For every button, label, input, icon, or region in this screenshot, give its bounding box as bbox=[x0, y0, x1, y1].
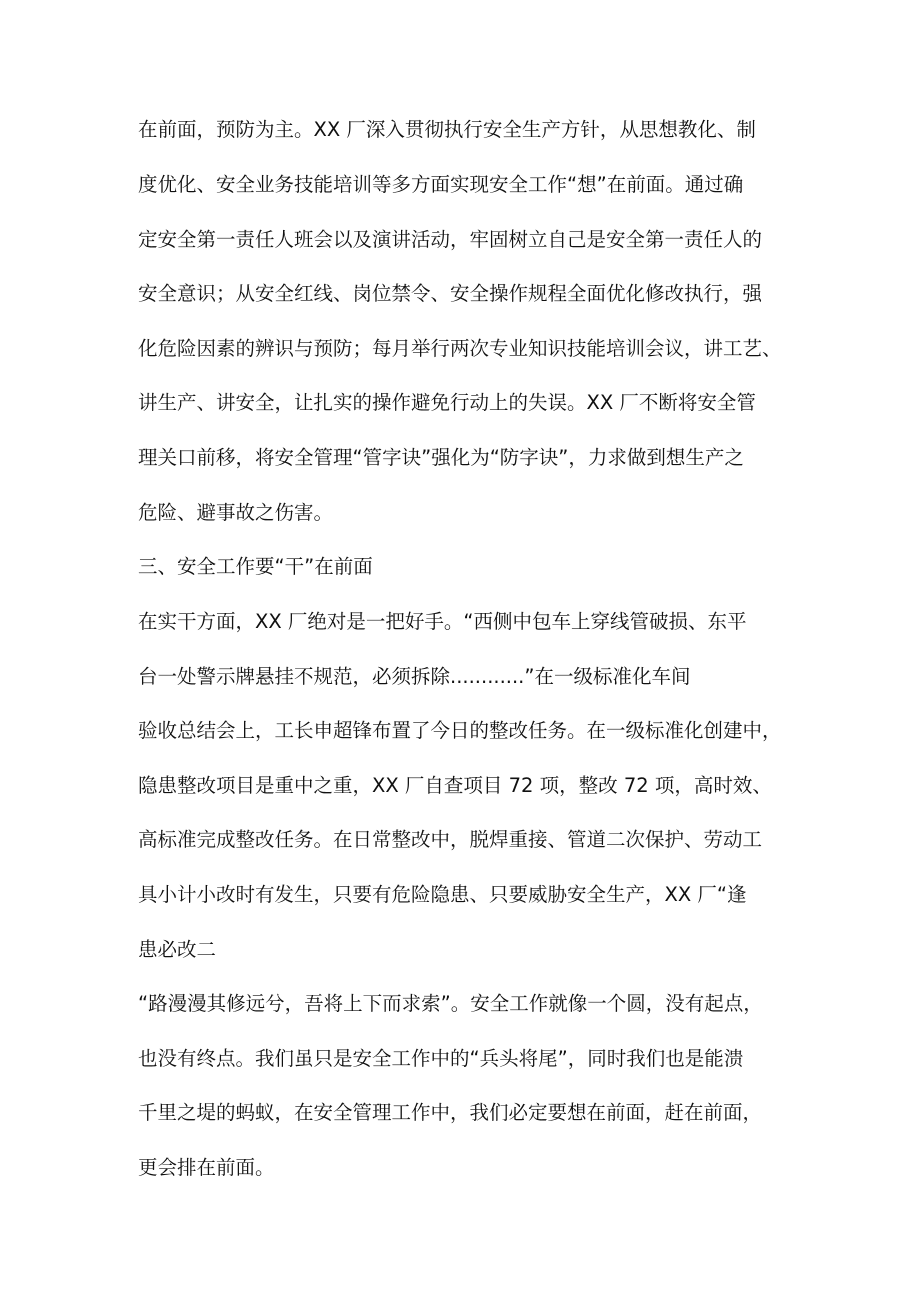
paragraph-line: 也没有终点。我们虽只是安全工作中的“兵头将尾”，同时我们也是能溃 bbox=[138, 1047, 744, 1070]
paragraph-line: 危险、避事故之伤害。 bbox=[138, 501, 334, 524]
paragraph-line: 度优化、安全业务技能培训等多方面实现安全工作“想”在前面。通过确 bbox=[138, 173, 744, 196]
paragraph-line: “路漫漫其修远兮，吾将上下而求索”。安全工作就像一个圆，没有起点， bbox=[138, 992, 763, 1015]
section-heading: 三、安全工作要“干”在前面 bbox=[138, 555, 373, 578]
paragraph-line: 患必改二 bbox=[138, 938, 217, 961]
paragraph-line: 台一处警示牌悬挂不规范，必须拆除............”在一级标准化车间 bbox=[138, 665, 691, 688]
paragraph-line: 讲生产、讲安全，让扎实的操作避免行动上的失误。XX 厂不断将安全管 bbox=[138, 391, 756, 414]
paragraph-line: 高标准完成整改任务。在日常整改中，脱焊重接、管道二次保护、劳动工 bbox=[138, 828, 763, 851]
paragraph-line: 验收总结会上，工长申超锋布置了今日的整改任务。在一级标准化创建中， bbox=[138, 719, 782, 742]
paragraph-line: 千里之堤的蚂蚁，在安全管理工作中，我们必定要想在前面，赶在前面， bbox=[138, 1101, 763, 1124]
paragraph-line: 更会排在前面。 bbox=[138, 1156, 275, 1179]
paragraph-line: 安全意识；从安全红线、岗位禁令、安全操作规程全面优化修改执行，强 bbox=[138, 282, 763, 305]
paragraph-line: 定安全第一责任人班会以及演讲活动，牢固树立自己是安全第一责任人的 bbox=[138, 228, 763, 251]
paragraph-line: 化危险因素的辨识与预防；每月举行两次专业知识技能培训会议，讲工艺、 bbox=[138, 337, 782, 360]
paragraph-line: 理关口前移，将安全管理“管字诀”强化为“防字诀”，力求做到想生产之 bbox=[138, 446, 744, 469]
paragraph-line: 隐患整改项目是重中之重，XX 厂自查项目 72 项，整改 72 项，高时效、 bbox=[138, 774, 772, 797]
paragraph-line: 在实干方面，XX 厂绝对是一把好手。“西侧中包车上穿线管破损、东平 bbox=[138, 610, 747, 633]
paragraph-line: 在前面，预防为主。XX 厂深入贯彻执行安全生产方针，从思想教化、制 bbox=[138, 118, 756, 141]
paragraph-line: 具小计小改时有发生，只要有危险隐患、只要威胁安全生产，XX 厂“逢 bbox=[138, 883, 747, 906]
